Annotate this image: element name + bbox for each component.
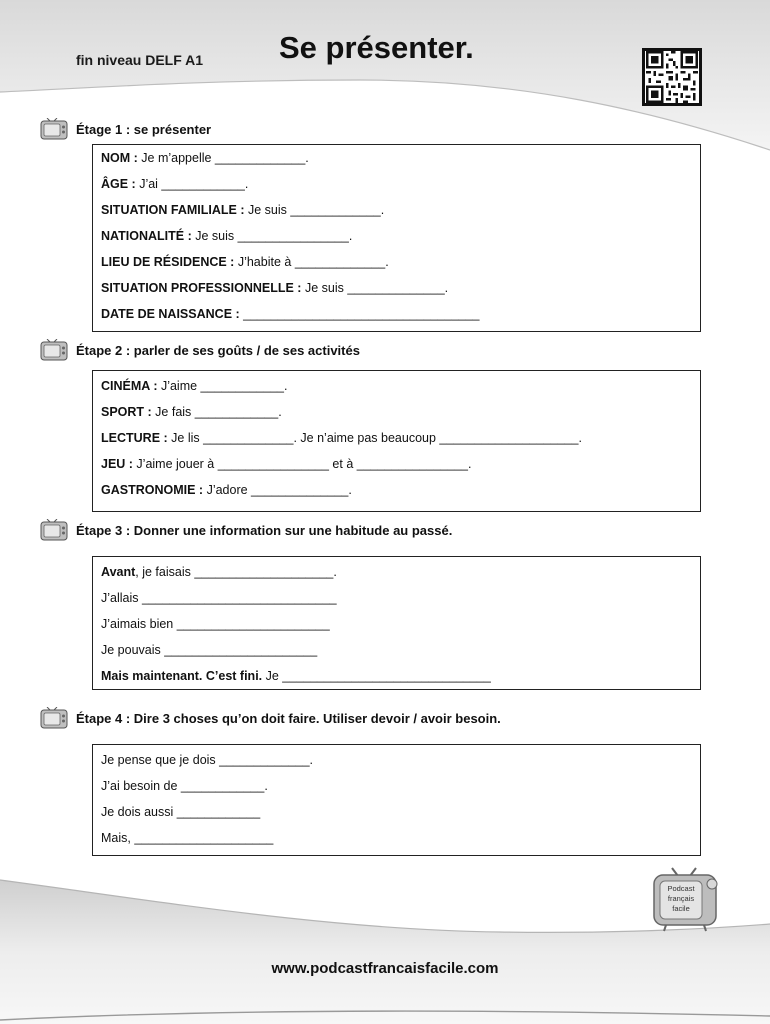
- stage-1-title: Étage 1 : se présenter: [76, 121, 212, 137]
- stage-2-box: [92, 370, 701, 512]
- stage-4-box: [92, 744, 701, 856]
- stage-1-heading: [40, 118, 211, 140]
- stage-1-row: DATE DE NAISSANCE : __________________________________: [101, 307, 480, 321]
- stage-3-box: [92, 556, 701, 690]
- tv-icon: [40, 519, 70, 541]
- stage-2-title: Étape 2 : parler de ses goûts / de ses activités: [76, 342, 360, 358]
- stage-1-row: NOM : Je m’appelle _____________.: [101, 151, 309, 165]
- stage-3-title: Étape 3 : Donner une information sur une habitude au passé.: [76, 522, 453, 538]
- stage-2-heading: [40, 339, 360, 361]
- stage-3-heading: [40, 519, 452, 541]
- tv-icon: [40, 118, 70, 140]
- stage-4-row: Mais, ____________________: [101, 831, 274, 845]
- logo-line: facile: [672, 904, 690, 913]
- stage-3-row: Avant, je faisais ____________________.: [101, 565, 337, 579]
- stage-4-heading: [40, 707, 501, 729]
- stage-1-box: [92, 144, 701, 332]
- stage-2-row: LECTURE : Je lis _____________. Je n’aime pas beaucoup ____________________.: [101, 431, 582, 445]
- stage-1-row: LIEU DE RÉSIDENCE : J’habite à _____________.: [101, 255, 389, 269]
- stage-4-row: Je pense que je dois _____________.: [101, 753, 313, 767]
- stage-4-title: Étape 4 : Dire 3 choses qu’on doit faire. Utiliser devoir / avoir besoin.: [76, 710, 501, 726]
- stage-3-row: J’allais ____________________________: [101, 591, 337, 605]
- stage-4-row: J’ai besoin de ____________.: [101, 779, 268, 793]
- stage-2-row: GASTRONOMIE : J’adore ______________.: [101, 483, 352, 497]
- logo-line: Podcast: [667, 884, 695, 893]
- stage-1-row: SITUATION PROFESSIONNELLE : Je suis ______________.: [101, 281, 449, 295]
- podcast-tv-logo-icon: [650, 866, 724, 932]
- stage-1-row: NATIONALITÉ : Je suis ________________.: [101, 229, 353, 243]
- qr-code-icon: [642, 48, 702, 106]
- logo-line: français: [667, 894, 695, 903]
- stage-3-row: Mais maintenant. C’est fini. Je ______________________________: [101, 669, 491, 683]
- stage-1-row: ÂGE : J’ai ____________.: [101, 177, 249, 191]
- stage-2-row: CINÉMA : J’aime ____________.: [101, 379, 288, 393]
- stage-3-row: J’aimais bien ______________________: [101, 617, 330, 631]
- tv-icon: [40, 339, 70, 361]
- footer-website-link[interactable]: www.podcastfrancaisfacile.com: [271, 960, 499, 977]
- stage-3-row: Je pouvais ______________________: [101, 643, 318, 657]
- stage-2-row: SPORT : Je fais ____________.: [101, 405, 282, 419]
- page-title: Se présenter.: [279, 30, 474, 65]
- stage-4-row: Je dois aussi ____________: [101, 805, 261, 819]
- stage-2-row: JEU : J’aime jouer à ________________ et à ________________.: [101, 457, 472, 471]
- stage-1-row: SITUATION FAMILIALE : Je suis _____________.: [101, 203, 385, 217]
- tv-icon: [40, 707, 70, 729]
- level-label: fin niveau DELF A1: [76, 52, 204, 68]
